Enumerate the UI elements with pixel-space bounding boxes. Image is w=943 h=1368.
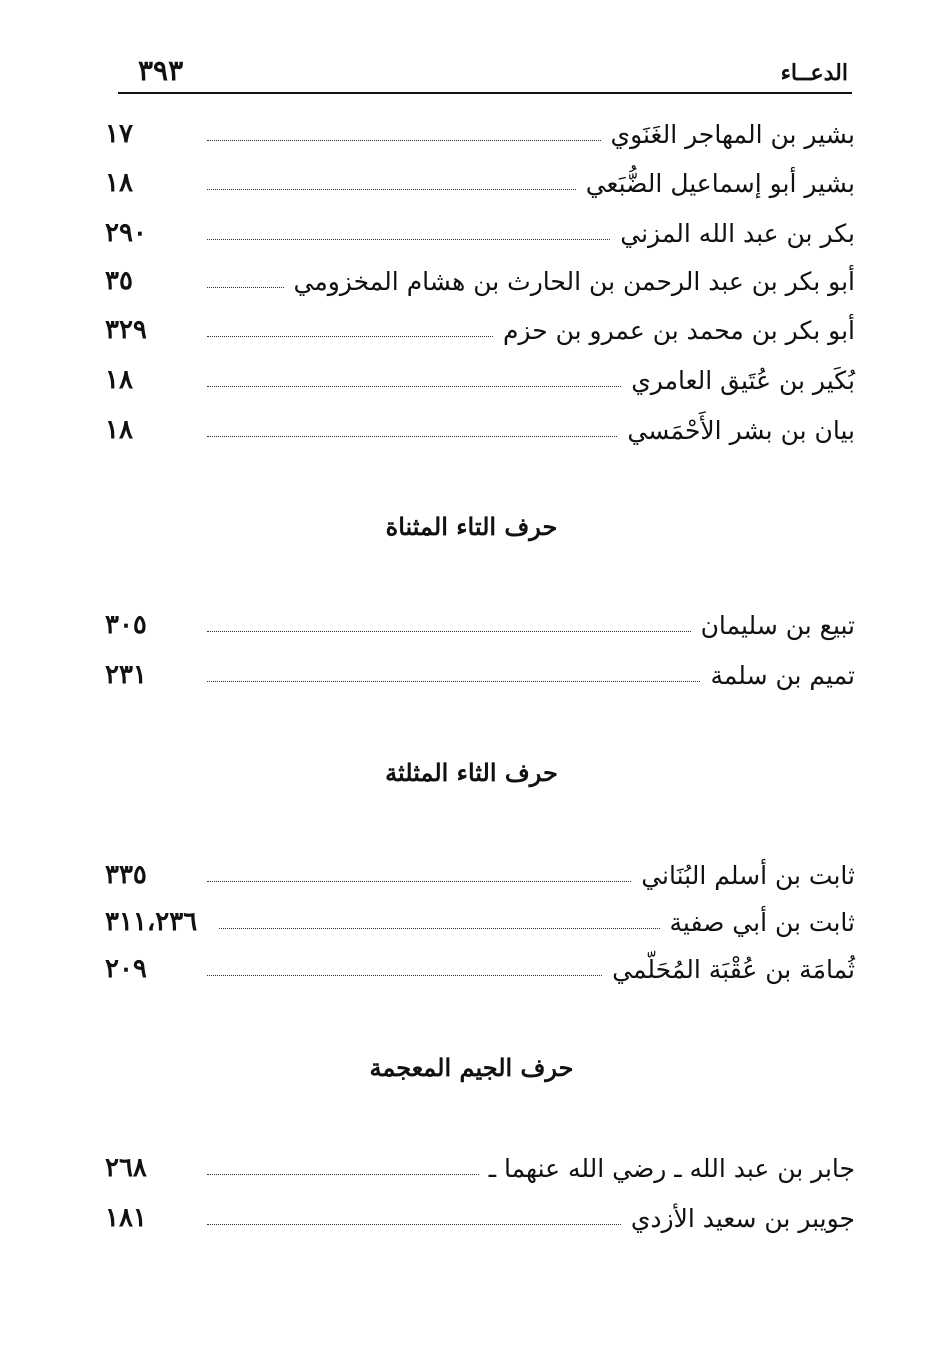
dot-leader: [207, 681, 700, 682]
index-entry: [105, 357, 855, 403]
entry-name: بيان بن بشر الأَحْمَسي: [627, 415, 855, 445]
entry-name: ثابت بن أسلم البُنَاني: [641, 860, 855, 890]
index-entry: [105, 652, 855, 698]
entry-page: ٣٣٥: [105, 860, 147, 890]
section-heading: حرف التاء المثناة: [385, 512, 558, 541]
entry-page: ٢٠٩: [105, 954, 147, 984]
entry-page: ٣٠٥: [105, 610, 147, 640]
index-entry: [105, 946, 855, 992]
dot-leader: [207, 140, 601, 141]
index-entry: [105, 407, 855, 453]
entry-page: ٣٥: [105, 266, 133, 296]
entry-page: ١٨: [105, 365, 133, 395]
dot-leader: [207, 631, 691, 632]
entry-page: ٢٩٠: [105, 218, 147, 248]
dot-leader: [207, 386, 621, 387]
index-entry: [105, 899, 855, 945]
entry-name: جابر بن عبد الله ـ رضي الله عنهما ـ: [488, 1153, 855, 1183]
section-heading: حرف الثاء المثلثة: [385, 758, 558, 787]
entry-page: ٣١١،٢٣٦: [105, 907, 198, 937]
entry-name: بُكَير بن عُتَيق العامري: [631, 365, 855, 395]
index-entry: [105, 111, 855, 157]
dot-leader: [207, 975, 602, 976]
section-heading: حرف الجيم المعجمة: [369, 1053, 574, 1082]
entry-page: ٣٢٩: [105, 315, 147, 345]
index-entry: [105, 1195, 855, 1241]
dot-leader: [207, 436, 617, 437]
index-entry: [105, 852, 855, 898]
entry-page: ١٨١: [105, 1203, 147, 1233]
dot-leader: [207, 287, 284, 288]
entry-name: بشير أبو إسماعيل الضُّبَعي: [585, 168, 855, 198]
entry-name: ثُمامَة بن عُقْبَة المُحَلّمي: [612, 954, 855, 984]
page-number: ٣٩٣: [138, 54, 184, 87]
entry-name: جويبر بن سعيد الأزدي: [630, 1203, 855, 1233]
dot-leader: [207, 336, 493, 337]
running-title: الدعــاء: [780, 60, 848, 86]
dot-leader: [219, 928, 659, 929]
entry-name: تبيع بن سليمان: [700, 610, 855, 640]
index-entry: [105, 1145, 855, 1191]
entry-page: ١٨: [105, 168, 133, 198]
entry-page: ٢٣١: [105, 660, 147, 690]
index-entry: [105, 307, 855, 353]
entry-page: ٢٦٨: [105, 1153, 147, 1183]
dot-leader: [207, 1174, 479, 1175]
entry-name: ثابت بن أبي صفية: [669, 907, 855, 937]
dot-leader: [207, 239, 610, 240]
dot-leader: [207, 189, 576, 190]
index-entry: [105, 258, 855, 304]
index-entry: [105, 160, 855, 206]
entry-name: بشير بن المهاجر الغَنَوي: [610, 119, 855, 149]
entry-name: تميم بن سلمة: [710, 660, 855, 690]
dot-leader: [207, 881, 631, 882]
header-rule: [118, 92, 852, 94]
entry-name: بكر بن عبد الله المزني: [620, 218, 855, 248]
entry-page: ١٨: [105, 415, 133, 445]
entry-page: ١٧: [105, 119, 133, 149]
index-entry: [105, 602, 855, 648]
running-header: [118, 52, 852, 92]
entry-name: أبو بكر بن عبد الرحمن بن الحارث بن هشام المخزومي: [293, 266, 855, 296]
index-entry: [105, 210, 855, 256]
dot-leader: [207, 1224, 621, 1225]
entry-name: أبو بكر بن محمد بن عمرو بن حزم: [502, 315, 855, 345]
